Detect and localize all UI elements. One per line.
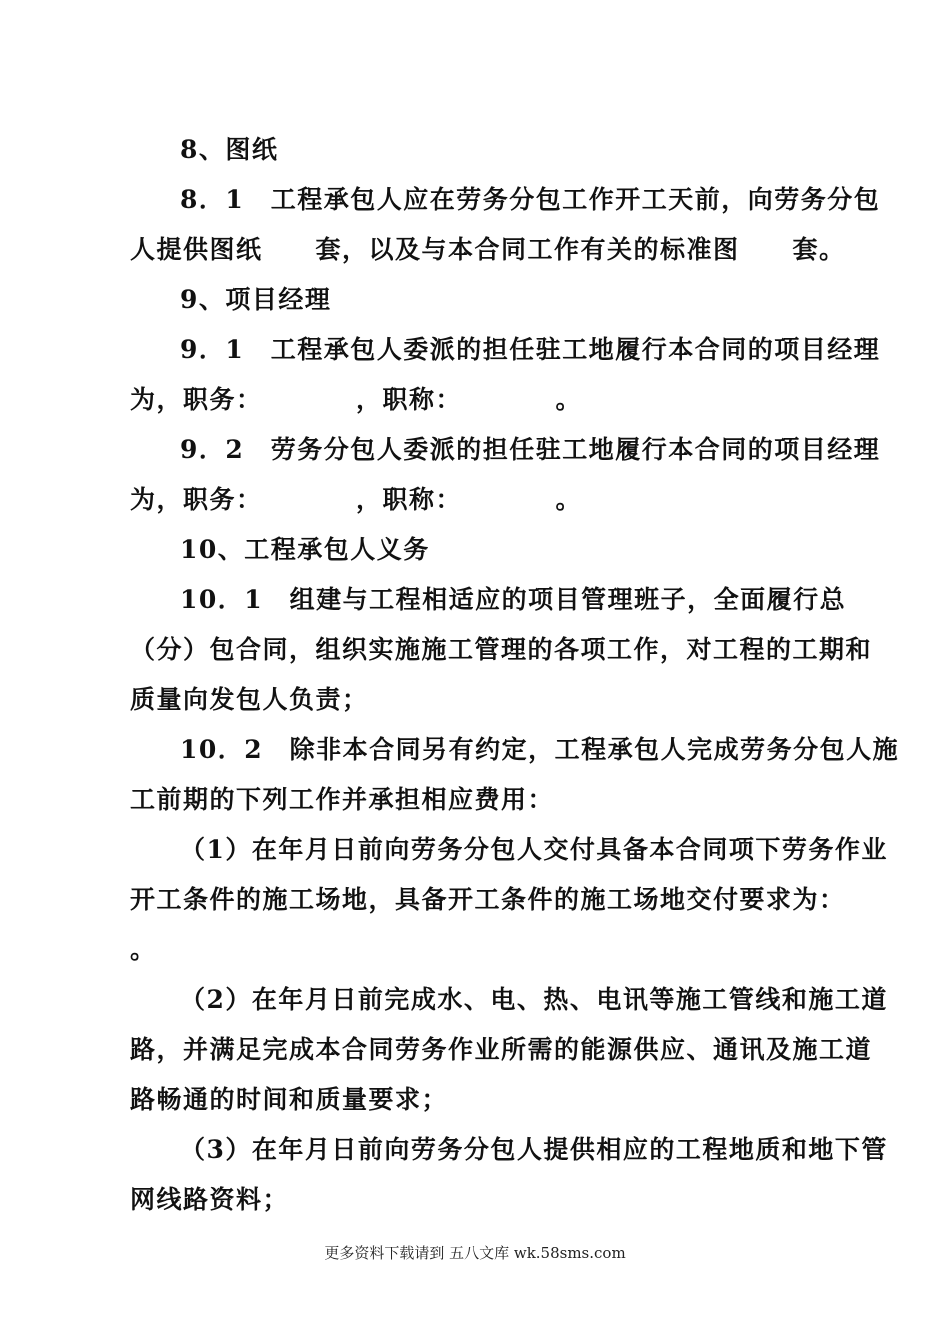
- para-8-1-line-2: 人提供图纸 套，以及与本合同工作有关的标准图 套。: [130, 235, 846, 264]
- para-10-2-line-2: 工前期的下列工作并承担相应费用：: [130, 785, 555, 814]
- para-10-1-line-3: 质量向发包人负责；: [130, 685, 369, 714]
- heading-8-drawings: 8、图纸: [180, 135, 279, 164]
- footer-text: 更多资料下载请到 五八文库 wk.58sms.com: [324, 1244, 626, 1262]
- para-10-1-line-2: （分）包合同，组织实施施工管理的各项工作，对工程的工期和: [130, 635, 873, 664]
- item-2-line-2: 路，并满足完成本合同劳务作业所需的能源供应、通讯及施工道: [130, 1035, 873, 1064]
- item-2-line-1: （2）在年月日前完成水、电、热、电讯等施工管线和施工道: [180, 985, 888, 1014]
- para-9-2-line-1: 9．2 劳务分包人委派的担任驻工地履行本合同的项目经理: [180, 435, 881, 464]
- item-1-line-1: （1）在年月日前向劳务分包人交付具备本合同项下劳务作业: [180, 835, 888, 864]
- heading-9-project-manager: 9、项目经理: [180, 285, 332, 314]
- para-9-1-line-1: 9．1 工程承包人委派的担任驻工地履行本合同的项目经理: [180, 335, 881, 364]
- heading-10-contractor-obligations: 10、工程承包人义务: [180, 535, 430, 564]
- para-9-1-line-2: 为，职务： ，职称： 。: [130, 385, 583, 414]
- item-3-line-1: （3）在年月日前向劳务分包人提供相应的工程地质和地下管: [180, 1135, 888, 1164]
- item-1-line-3: 。: [130, 935, 157, 964]
- para-10-2-line-1: 10．2 除非本合同另有约定，工程承包人完成劳务分包人施: [180, 735, 900, 764]
- item-2-line-3: 路畅通的时间和质量要求；: [130, 1085, 449, 1114]
- item-3-line-2: 网线路资料；: [130, 1185, 290, 1214]
- para-8-1-line-1: 8．1 工程承包人应在劳务分包工作开工天前，向劳务分包: [180, 185, 881, 214]
- para-9-2-line-2: 为，职务： ，职称： 。: [130, 485, 583, 514]
- item-1-line-2: 开工条件的施工场地，具备开工条件的施工场地交付要求为：: [130, 885, 846, 914]
- para-10-1-line-1: 10．1 组建与工程相适应的项目管理班子，全面履行总: [180, 585, 847, 614]
